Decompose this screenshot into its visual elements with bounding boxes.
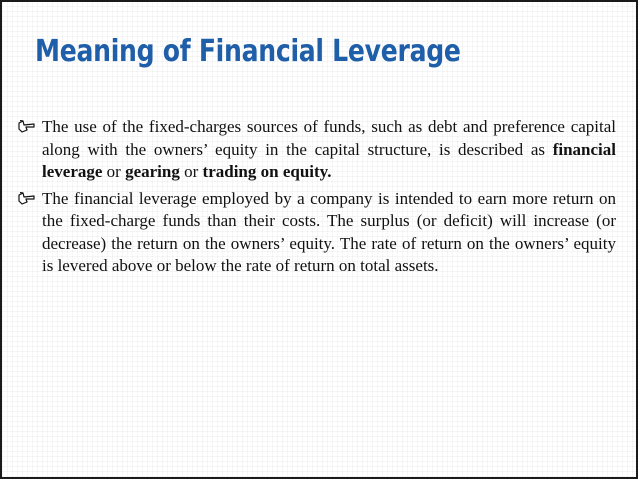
text-segment: or <box>102 162 126 181</box>
bullet-list <box>18 116 616 278</box>
pointing-hand-icon <box>18 192 36 206</box>
bullet-text: The financial leverage employed by a company is intended to earn more return on the fixed-charge funds than their costs. The surplus (or deficit) will increase (or decrease) the return on the owners’ equity. The rate of return on the owners’ equity is levered above or below the rate of return on total assets. <box>42 188 616 275</box>
bold-term-financial-leverage: financial leverage <box>42 139 616 181</box>
bold-term-gearing: gearing <box>125 162 180 181</box>
bold-term-trading-on-equity: trading on equity. <box>202 162 332 181</box>
slide-title: Meaning of Financial Leverage <box>35 34 461 69</box>
text-segment: or <box>179 162 203 181</box>
bullet-text <box>42 117 616 181</box>
bullet-item <box>18 188 616 278</box>
text-segment: The use of the fixed-charges sources of funds, such as debt and preference capital along with the owners’ equity in the capital structure, is described as <box>42 117 616 159</box>
bullet-item <box>18 116 616 184</box>
pointing-hand-icon <box>18 120 36 134</box>
